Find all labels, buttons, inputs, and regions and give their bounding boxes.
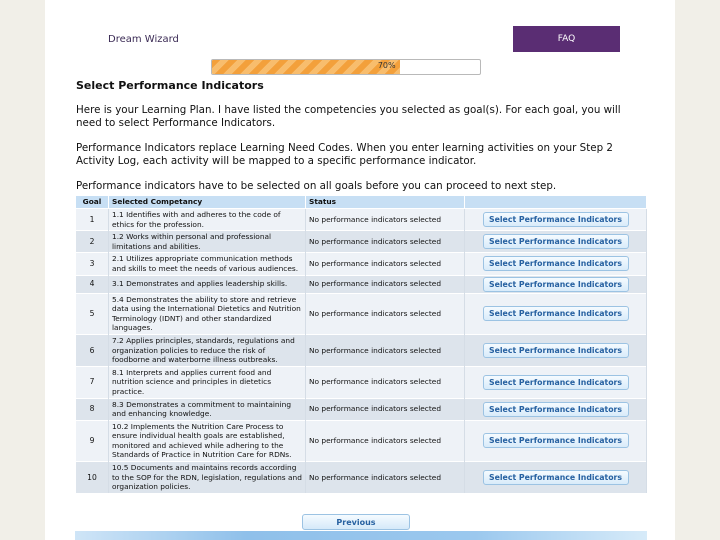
select-performance-indicators-button[interactable]: Select Performance Indicators [483,433,629,448]
select-performance-indicators-button[interactable]: Select Performance Indicators [483,402,629,417]
competency-text: 5.4 Demonstrates the ability to store and retrieve data using the International Dietetics and Nutrition Terminology (IDNT) and other standardized languages. [109,293,306,334]
action-cell [465,334,647,366]
column-header-status: Status [306,196,465,209]
status-text: No performance indicators selected [306,293,465,334]
competency-text: 3.1 Demonstrates and applies leadership skills. [109,275,306,293]
goal-number: 5 [76,293,109,334]
select-performance-indicators-button[interactable]: Select Performance Indicators [483,256,629,271]
intro-paragraph: Here is your Learning Plan. I have listed the competencies you selected as goal(s). For each goal, you will need to select Performance Indicators. [76,104,621,129]
progress-fill [212,60,400,74]
competency-text: 1.2 Works within personal and professional limitations and abilities. [109,231,306,253]
table-row [76,231,647,253]
goal-number: 4 [76,275,109,293]
table-row [76,293,647,334]
table-row [76,398,647,420]
select-performance-indicators-button[interactable]: Select Performance Indicators [483,375,629,390]
status-text: No performance indicators selected [306,275,465,293]
goal-number: 8 [76,398,109,420]
column-header-action [465,196,647,209]
table-header-row [76,196,647,209]
status-text: No performance indicators selected [306,398,465,420]
table-row [76,420,647,461]
status-text: No performance indicators selected [306,334,465,366]
competency-text: 7.2 Applies principles, standards, regulations and organization policies to reduce the risk of foodborne and waterborne illness outbreaks. [109,334,306,366]
status-text: No performance indicators selected [306,231,465,253]
competency-text: 8.1 Interprets and applies current food and nutrition science and principles in dietetics practice. [109,366,306,398]
table-row [76,462,647,493]
status-text: No performance indicators selected [306,366,465,398]
select-performance-indicators-button[interactable]: Select Performance Indicators [483,234,629,249]
table-row [76,275,647,293]
progress-label: 70% [377,61,396,70]
action-cell [465,366,647,398]
goal-number: 7 [76,366,109,398]
competency-text: 10.2 Implements the Nutrition Care Process to ensure individual health goals are established, monitored and achieved while adhering to the Standards of Practice in Nutrition Care for RDNs. [109,420,306,461]
table-row [76,209,647,231]
select-performance-indicators-button[interactable]: Select Performance Indicators [483,212,629,227]
table-row [76,334,647,366]
page-title: Select Performance Indicators [76,79,264,92]
select-performance-indicators-button[interactable]: Select Performance Indicators [483,343,629,358]
column-header-competency: Selected Competancy [109,196,306,209]
goal-number: 10 [76,462,109,493]
goal-number: 1 [76,209,109,231]
column-header-goal: Goal [76,196,109,209]
action-cell [465,398,647,420]
select-performance-indicators-button[interactable]: Select Performance Indicators [483,277,629,292]
brand-link[interactable]: Dream Wizard [108,34,179,45]
faq-button[interactable]: FAQ [513,26,620,52]
previous-button[interactable]: Previous [302,514,410,530]
goal-number: 9 [76,420,109,461]
action-cell [465,231,647,253]
goals-table [76,196,647,493]
action-cell [465,209,647,231]
competency-text: 8.3 Demonstrates a commitment to maintaining and enhancing knowledge. [109,398,306,420]
status-text: No performance indicators selected [306,253,465,275]
competency-text: 2.1 Utilizes appropriate communication methods and skills to meet the needs of various audiences. [109,253,306,275]
competency-text: 10.5 Documents and maintains records according to the SOP for the RDN, legislation, regulations and organization policies. [109,462,306,493]
action-cell [465,253,647,275]
indicators-paragraph: Performance Indicators replace Learning Need Codes. When you enter learning activities on your Step 2 Activity Log, each activity will be mapped to a specific performance indicator. [76,142,613,167]
select-performance-indicators-button[interactable]: Select Performance Indicators [483,470,629,485]
table-row [76,366,647,398]
action-cell [465,462,647,493]
competency-text: 1.1 Identifies with and adheres to the code of ethics for the profession. [109,209,306,231]
goal-number: 3 [76,253,109,275]
status-text: No performance indicators selected [306,209,465,231]
status-text: No performance indicators selected [306,420,465,461]
action-cell [465,293,647,334]
select-performance-indicators-button[interactable]: Select Performance Indicators [483,306,629,321]
requirement-paragraph: Performance indicators have to be selected on all goals before you can proceed to next step. [76,180,557,192]
progress-bar [211,59,481,75]
action-cell [465,275,647,293]
footer-band [75,531,647,540]
goal-number: 6 [76,334,109,366]
table-row [76,253,647,275]
goal-number: 2 [76,231,109,253]
status-text: No performance indicators selected [306,462,465,493]
action-cell [465,420,647,461]
